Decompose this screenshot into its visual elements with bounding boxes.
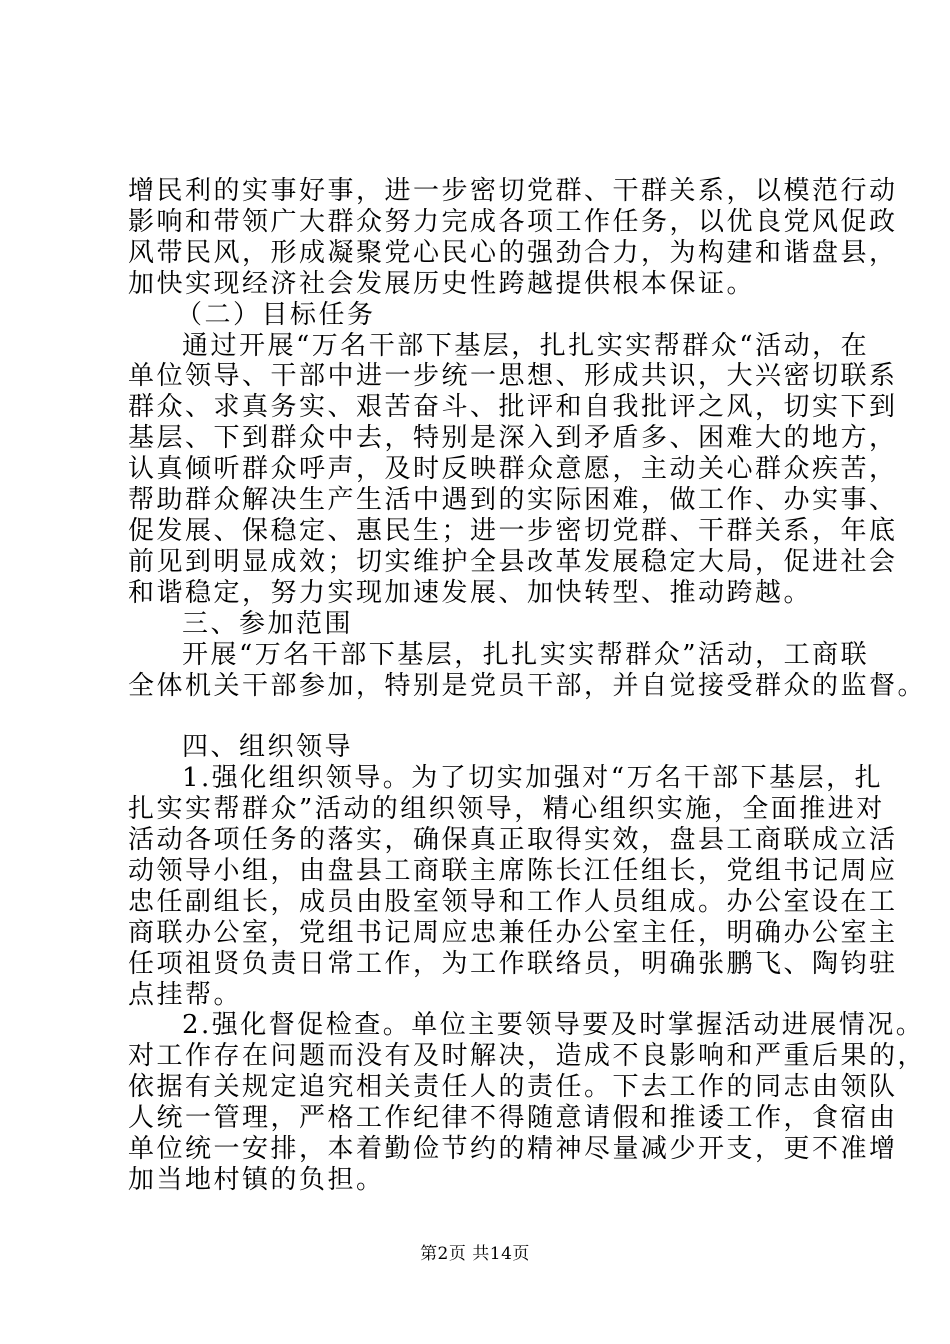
text-line: 点挂帮。: [128, 980, 243, 1010]
text-line: 群众、求真务实、艰苦奋斗、批评和自我批评之风，切实下到: [128, 392, 898, 422]
text-line: 促发展、保稳定、惠民生；进一步密切党群、干群关系，年底: [128, 516, 898, 546]
text-line: 加当地村镇的负担。: [128, 1165, 385, 1195]
text-line: 忠任副组长，成员由股室领导和工作人员组成。办公室设在工: [128, 887, 898, 917]
text-line: 单位统一安排，本着勤俭节约的精神尽量减少开支，更不准增: [128, 1134, 898, 1164]
text-line: 和谐稳定，努力实现加速发展、加快转型、推动跨越。: [128, 578, 813, 608]
text-line: 通过开展“万名干部下基层，扎扎实实帮群众“活动，在: [182, 331, 870, 361]
text-line: 基层、下到群众中去，特别是深入到矛盾多、困难大的地方，: [128, 423, 898, 453]
text-line: 2.强化督促检查。单位主要领导要及时掌握活动进展情况。: [182, 1010, 925, 1040]
text-line: 风带民风，形成凝聚党心民心的强劲合力，为构建和谐盘县，: [128, 238, 898, 268]
text-line: 认真倾听群众呼声，及时反映群众意愿，主动关心群众疾苦，: [128, 454, 898, 484]
text-line: 对工作存在问题而没有及时解决，造成不良影响和严重后果的，: [128, 1041, 927, 1071]
text-line: 1.强化组织领导。为了切实加强对“万名干部下基层，扎: [182, 763, 884, 793]
section-heading: 三、参加范围: [182, 609, 354, 639]
text-line: 帮助群众解决生产生活中遇到的实际困难，做工作、办实事、: [128, 485, 898, 515]
text-line: 依据有关规定追究相关责任人的责任。下去工作的同志由领队: [128, 1072, 898, 1102]
section-heading: （二）目标任务: [176, 300, 376, 330]
text-line: 活动各项任务的落实，确保真正取得实效，盘县工商联成立活: [128, 825, 898, 855]
text-line: 开展“万名干部下基层，扎扎实实帮群众”活动，工商联: [182, 640, 870, 670]
text-line: 任项祖贤负责日常工作，为工作联络员，明确张鹏飞、陶钧驻: [128, 949, 898, 979]
text-line: 单位领导、干部中进一步统一思想、形成共识，大兴密切联系: [128, 361, 898, 391]
text-line: 商联办公室，党组书记周应忠兼任办公室主任，明确办公室主: [128, 918, 898, 948]
text-line: 影响和带领广大群众努力完成各项工作任务，以优良党风促政: [128, 207, 898, 237]
text-line: 动领导小组，由盘县工商联主席陈长江任组长，党组书记周应: [128, 856, 898, 886]
section-heading: 四、组织领导: [182, 732, 354, 762]
text-line: 人统一管理，严格工作纪律不得随意请假和推诿工作，食宿由: [128, 1103, 898, 1133]
page-footer: 第2页 共14页: [420, 1244, 530, 1264]
text-line: 加快实现经济社会发展历史性跨越提供根本保证。: [128, 269, 756, 299]
text-line: 前见到明显成效；切实维护全县改革发展稳定大局，促进社会: [128, 547, 898, 577]
text-line: 全体机关干部参加，特别是党员干部，并自觉接受群众的监督。: [128, 671, 927, 701]
text-line: 扎实实帮群众”活动的组织领导，精心组织实施，全面推进对: [128, 794, 885, 824]
text-line: 增民利的实事好事，进一步密切党群、干群关系，以模范行动: [128, 176, 898, 206]
